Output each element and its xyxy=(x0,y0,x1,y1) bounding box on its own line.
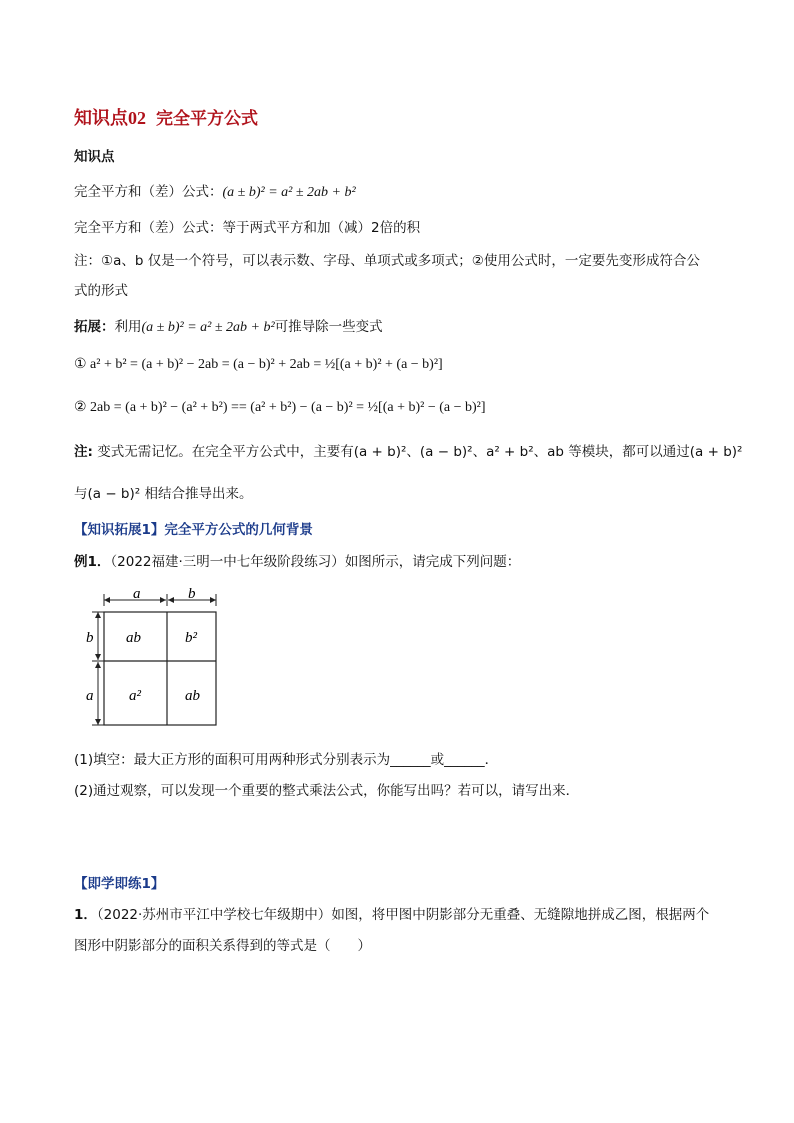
page-title xyxy=(74,104,258,130)
top-b-label: b xyxy=(188,588,196,602)
top-b-arrow-left xyxy=(168,597,174,603)
top-a-label: a xyxy=(133,588,141,602)
section1-name: 完全平方公式的几何背景 xyxy=(164,522,313,538)
formula: (a ± b)² = a² ± 2ab + b² xyxy=(222,185,356,200)
ext-text-b: 可推导除一些变式 xyxy=(274,319,383,335)
top-a-arrow-left xyxy=(104,597,110,603)
example-1 xyxy=(74,550,520,570)
note2-end: 与(a − b)² 相结合推导出来。 xyxy=(74,486,253,502)
example1-label: 例1． xyxy=(74,554,111,570)
section1-bracket: 【知识拓展1】 xyxy=(74,522,165,538)
left-b-arrow-bottom xyxy=(95,654,101,660)
note2-label: 注: xyxy=(74,444,93,460)
note2-line xyxy=(74,440,742,460)
note-line-1: 注：①a、b 仅是一个符号，可以表示数、字母、单项式或多项式；②使用公式时，一定要先变形成符合公 xyxy=(74,253,700,269)
left-a-arrow-bottom xyxy=(95,719,101,725)
exercise1-text-1: 如图，将甲图中阴影部分无重叠、无缝隙地拼成乙图，根据两个 xyxy=(331,907,710,923)
example1-text: 如图所示，请完成下列问题： xyxy=(344,554,521,570)
top-a-arrow-right xyxy=(160,597,166,603)
question-2: (2)通过观察，可以发现一个重要的整式乘法公式，你能写出吗？若可以，请写出来． xyxy=(74,783,580,799)
extension-line xyxy=(74,315,383,336)
cell-bottom-left: a² xyxy=(129,688,141,704)
ext-formula: (a ± b)² = a² ± 2ab + b² xyxy=(141,320,275,335)
exercise-1-line-2: 图形中阴影部分的面积关系得到的等式是（ ） xyxy=(74,938,371,954)
cell-bottom-right: ab xyxy=(185,688,200,704)
section-practice-1: 【即学即练1】 xyxy=(74,876,165,892)
left-a-arrow-top xyxy=(95,662,101,668)
exercise-1-line-1 xyxy=(74,903,709,923)
outer-square xyxy=(104,612,216,725)
formula-line xyxy=(74,180,356,201)
question-1: (1)填空：最大正方形的面积可用两种形式分别表示为______或______． xyxy=(74,752,499,768)
exercise1-label: 1． xyxy=(74,907,97,923)
left-a-label: a xyxy=(86,688,94,704)
section-knowledge-ext-1 xyxy=(74,518,313,538)
ext-text-a: 利用 xyxy=(114,319,142,335)
title-name: 完全平方公式 xyxy=(156,109,258,129)
verbal-formula: 完全平方和（差）公式：等于两式平方和加（减）2倍的积 xyxy=(74,220,421,236)
knowledge-heading: 知识点 xyxy=(74,149,115,165)
left-b-arrow-top xyxy=(95,612,101,618)
note2-text: 变式无需记忆。在完全平方公式中，主要有(a + b)²、(a − b)²、a² + b²、ab 等模块，都可以通过(a + b)² xyxy=(97,444,743,460)
variation-1: ① a² + b² = (a + b)² − 2ab = (a − b)² + 2ab = ½[(a + b)² + (a − b)²] xyxy=(74,357,443,372)
variation-2: ② 2ab = (a + b)² − (a² + b²) == (a² + b²) − (a − b)² = ½[(a + b)² − (a − b)²] xyxy=(74,400,486,415)
cell-top-left: ab xyxy=(126,630,141,646)
cell-top-right: b² xyxy=(185,630,197,646)
example1-source: （2022福建·三明一中七年级阶段练习） xyxy=(110,554,345,570)
title-point: 知识点02 xyxy=(74,108,146,128)
left-b-label: b xyxy=(86,630,94,646)
ext-label: 拓展： xyxy=(74,319,115,335)
note-line-2: 式的形式 xyxy=(74,283,128,299)
top-b-arrow-right xyxy=(210,597,216,603)
exercise1-source: （2022·苏州市平江中学校七年级期中） xyxy=(96,907,332,923)
formula-label: 完全平方和（差）公式： xyxy=(74,184,223,200)
square-figure xyxy=(78,588,228,728)
